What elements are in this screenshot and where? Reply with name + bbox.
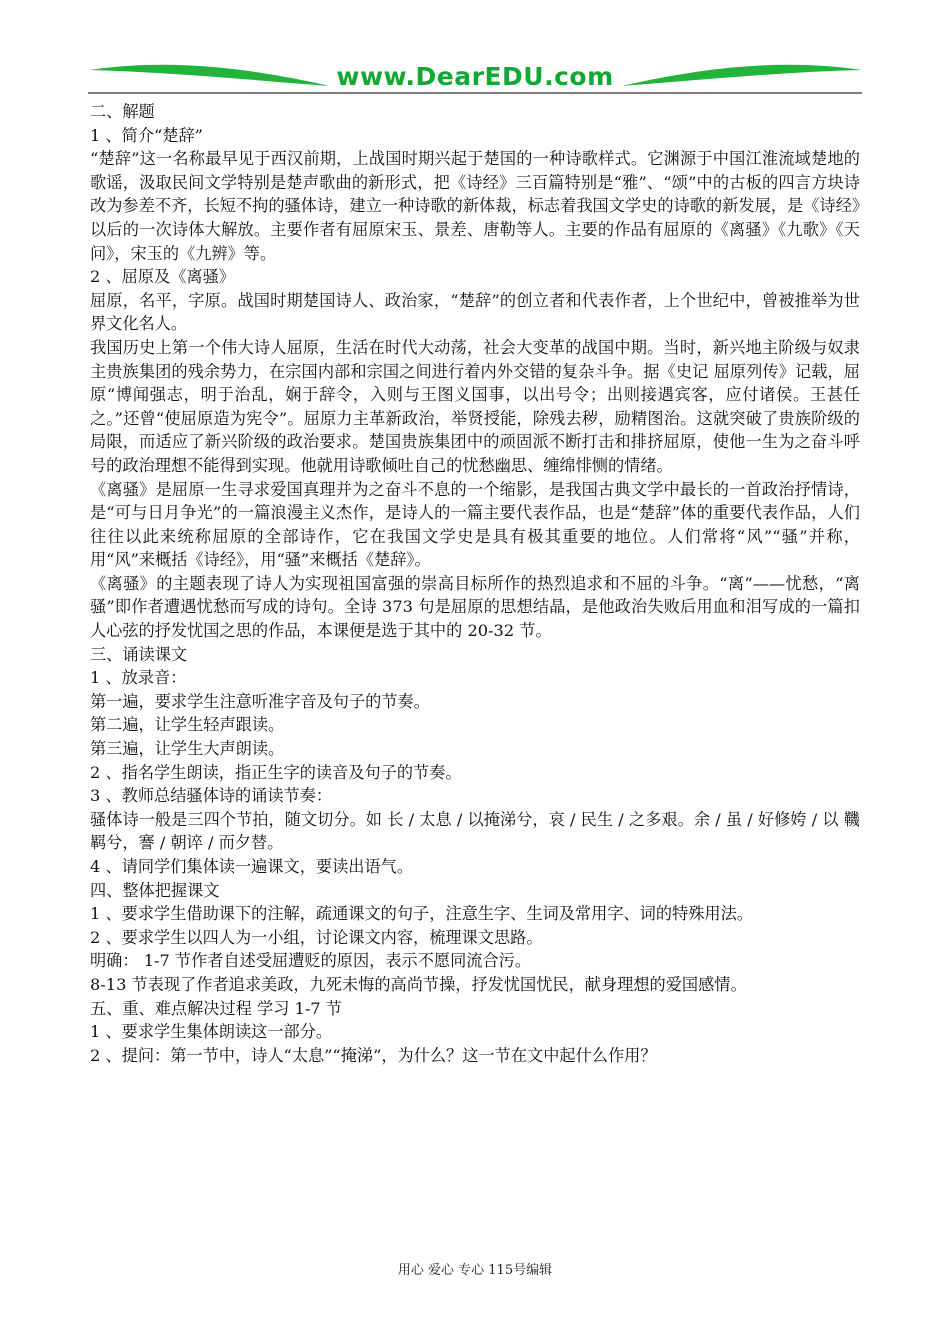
document-body [90,100,860,1067]
subheading: 2 、屈原及《离骚》 [90,267,235,287]
paragraph: 骚体诗一般是三四个节拍，随文切分。如 长 / 太息 / 以掩涕兮，哀 / 民生 / 之多艰。余 / 虽 / 好修姱 / 以 鞿羁兮，謇 / 朝谇 / 而夕替。 [90,809,860,853]
paragraph: 明确： 1-7 节作者自述受屈遭贬的原因，表示不愿同流合污。 [90,951,532,971]
paragraph: 第三遍，让学生大声朗读。 [90,739,285,759]
paragraph: 1 、要求学生集体朗读这一部分。 [90,1022,333,1042]
section-heading: 四、整体把握课文 [90,880,220,900]
paragraph: 我国历史上第一个伟大诗人屈原，生活在时代大动荡，社会大变革的战国中期。当时，新兴地主阶级与奴隶主贵族集团的残余势力，在宗国内部和宗国之间进行着内外交错的复杂斗争。据《史记 屈原列传》记载，屈原“博闻强志，明于治乱，娴于辞令，入则与王图义国事，以出号令；出则接遇宾客，应付诸侯。王甚任之。”还曾“使屈原造为宪令”。屈原力主革新政治，举贤授能，除残去秽，励精图治。这就突破了贵族阶级的局限，而适应了新兴阶级的政治要求。楚国贵族集团中的顽固派不断打击和排挤屈原，使他一生为之奋斗呼号的政治理想不能得到实现。他就用诗歌倾吐自己的忧愁幽思、缠绵悱恻的情绪。 [90,337,860,475]
paragraph: 屈原，名平，字原。战国时期楚国诗人、政治家，“楚辞”的创立者和代表作者，上个世纪中，曾被推举为世界文化名人。 [90,290,860,334]
paragraph: 8-13 节表现了作者追求美政，九死未悔的高尚节操，抒发忧国忧民，献身理想的爱国感情。 [90,974,747,994]
page-footer: 用心 爱心 专心 115号编辑 [397,1263,553,1278]
paragraph: 2 、提问：第一节中，诗人“太息”“掩涕”，为什么？这一节在文中起什么作用？ [90,1045,657,1065]
paragraph: 2 、指名学生朗读，指正生字的读音及句子的节奏。 [90,762,462,782]
paragraph: 《离骚》是屈原一生寻求爱国真理并为之奋斗不息的一个缩影，是我国古典文学中最长的一首政治抒情诗，是“可与日月争光”的一篇浪漫主义杰作，是诗人的一篇主要代表作品，也是“楚辞”体的重要代表作品，人们往往以此来统称屈原的全部诗作，它在我国文学史是具有极其重要的地位。人们常将“风”“骚”并称，用“风”来概括《诗经》，用“骚”来概括《楚辞》。 [90,479,860,570]
section-heading: 二、解题 [90,102,155,121]
paragraph: 第二遍，让学生轻声跟读。 [90,715,285,735]
section-heading: 五、重、难点解决过程 学习 1-7 节 [90,998,342,1018]
paragraph: 1 、要求学生借助课下的注解，疏通课文的句子，注意生字、生词及常用字、词的特殊用法。 [90,904,753,924]
section-heading: 三、诵读课文 [90,644,188,664]
paragraph: 2 、要求学生以四人为一小组，讨论课文内容，梳理课文思路。 [90,927,543,947]
paragraph: 第一遍，要求学生注意听准字音及句子的节奏。 [90,691,430,711]
subheading: 1 、简介“楚辞” [90,125,203,145]
paragraph: “楚辞”这一名称最早见于西汉前期，上战国时期兴起于楚国的一种诗歌样式。它渊源于中国江淮流域楚地的歌谣，汲取民间文学特别是楚声歌曲的新形式，把《诗经》三百篇特别是“雅”、“颂”中的古板的四言方块诗改为参差不齐，长短不拘的骚体诗，建立一种诗歌的新体裁，标志着我国文学史的诗歌的新发展，是《诗经》以后的一次诗体大解放。主要作者有屈原宋玉、景差、唐勒等人。主要的作品有屈原的《离骚》《九歌》《天问》，宋玉的《九辨》等。 [90,149,860,263]
paragraph: 4 、请同学们集体读一遍课文，要读出语气。 [90,857,414,876]
site-url: www.DearEDU.com [336,62,614,91]
page-header [0,0,950,100]
subheading: 1 、放录音： [90,668,187,688]
paragraph: 《离骚》的主题表现了诗人为实现祖国富强的崇高目标所作的热烈追求和不屈的斗争。“离”——忧愁，“离骚”即作者遭遇忧愁而写成的诗句。全诗 373 句是屈原的思想结晶，是他政治失败后用血和泪写成的一篇扣人心弦的抒发忧国之思的作品，本课便是选于其中的 20-32 节。 [90,573,860,641]
subheading: 3 、教师总结骚体诗的诵读节奏： [90,786,333,806]
